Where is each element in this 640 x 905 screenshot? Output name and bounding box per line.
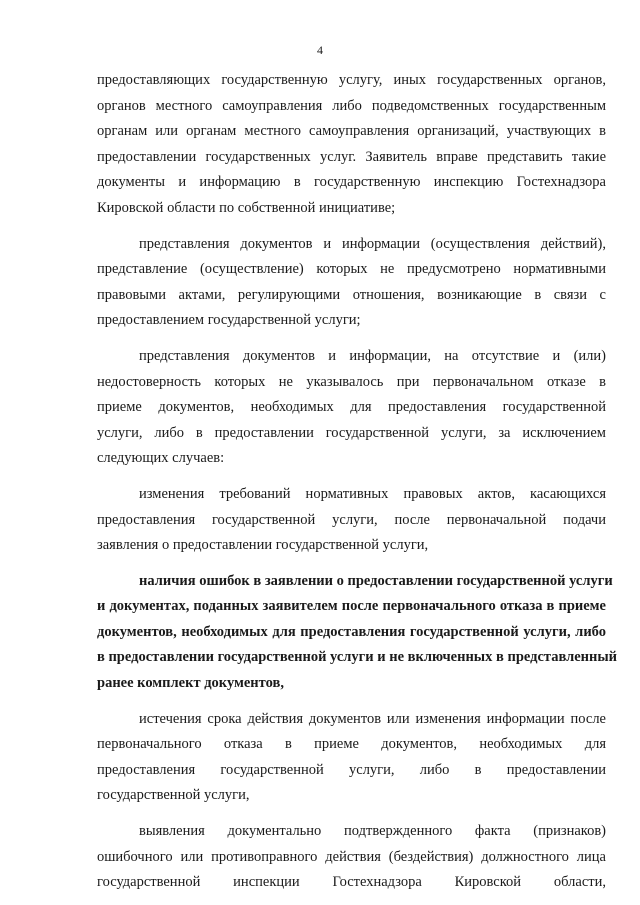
text-line: предоставлении государственных услуг. Заявитель вправе представить такие — [97, 148, 606, 165]
text-line: предоставления государственной услуги, после первоначальной подачи — [97, 511, 606, 528]
text-line: ошибочного или противоправного действия (бездействия) должностного лица — [97, 848, 606, 865]
text-line: следующих случаев: — [97, 450, 225, 467]
text-line: изменения требований нормативных правовых актов, касающихся — [139, 485, 606, 502]
document-body — [97, 68, 618, 896]
text-line: представления документов и информации, на отсутствие и (или) — [139, 347, 606, 364]
text-line: предоставлением государственной услуги; — [97, 312, 361, 329]
text-line: предоставления государственной услуги, либо в предоставлении — [97, 761, 606, 778]
paragraph-2 — [97, 232, 606, 334]
text-line: недостоверность которых не указывалось при первоначальном отказе в — [97, 373, 606, 390]
text-line: документов, необходимых для предоставления государственной услуги, либо — [97, 623, 606, 640]
text-line: наличия ошибок в заявлении о предоставлении государственной услуги — [139, 572, 613, 589]
text-line: ранее комплект документов, — [97, 675, 284, 692]
text-line: истечения срока действия документов или изменения информации после — [139, 710, 606, 727]
text-line: приеме документов, необходимых для предоставления государственной — [97, 399, 606, 416]
text-line: первоначального отказа в приеме документов, необходимых для — [97, 736, 606, 753]
text-line: представление (осуществление) которых не предусмотрено нормативными — [97, 261, 606, 278]
text-line: услуги, либо в предоставлении государственной услуги, за исключением — [97, 424, 606, 441]
paragraph-6 — [97, 707, 606, 809]
paragraph-3 — [97, 344, 606, 472]
text-line: государственной услуги, — [97, 787, 250, 804]
text-line: представления документов и информации (осуществления действий), — [139, 235, 606, 252]
paragraph-5 — [97, 569, 618, 697]
text-line: в предоставлении государственной услуги и не включенных в представленный — [97, 649, 618, 666]
paragraph-7 — [97, 819, 606, 896]
text-line: государственной инспекции Гостехнадзора Кировской области, — [97, 874, 606, 891]
text-line: органов местного самоуправления либо подведомственных государственным — [97, 97, 606, 114]
paragraph-4 — [97, 482, 606, 559]
text-line: заявления о предоставлении государственной услуги, — [97, 537, 429, 554]
page-number: 4 — [317, 43, 323, 57]
paragraph-1 — [97, 68, 606, 222]
text-line: правовыми актами, регулирующими отношения, возникающие в связи с — [97, 286, 606, 303]
text-line: выявления документально подтвержденного факта (признаков) — [139, 823, 606, 840]
text-line: органам или органам местного самоуправления организаций, участвующих в — [97, 123, 606, 140]
text-line: Кировской области по собственной инициативе; — [97, 199, 396, 216]
text-line: и документах, поданных заявителем после первоначального отказа в приеме — [97, 598, 606, 615]
text-line: предоставляющих государственную услугу, иных государственных органов, — [97, 72, 606, 88]
text-line: документы и информацию в государственную инспекцию Гостехнадзора — [97, 174, 606, 191]
